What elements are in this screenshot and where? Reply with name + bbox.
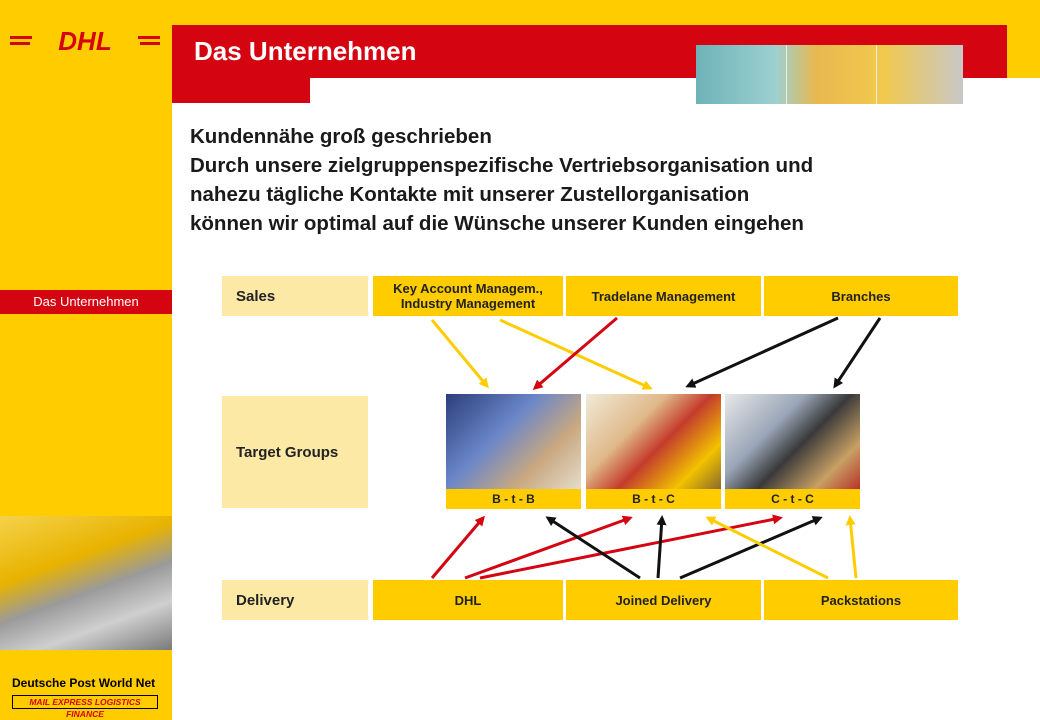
arrow-delivery-to-targets [480, 518, 780, 578]
arrow-sales-to-targets [688, 318, 838, 386]
row-label-target-groups: Target Groups [222, 396, 368, 508]
delivery-box-joined: Joined Delivery [566, 580, 761, 620]
row-label-sales: Sales [222, 276, 368, 316]
arrow-sales-to-targets [835, 318, 880, 386]
sales-box-key-account: Key Account Managem., Industry Management [373, 276, 563, 316]
row-label-delivery: Delivery [222, 580, 368, 620]
delivery-box-packstations: Packstations [764, 580, 958, 620]
sales-box-branches: Branches [764, 276, 958, 316]
footer-title: Deutsche Post World Net [12, 676, 156, 690]
nav-item-das-unternehmen[interactable]: Das Unternehmen [0, 290, 172, 314]
target-label: B - t - C [586, 489, 721, 509]
target-label: B - t - B [446, 489, 581, 509]
arrow-sales-to-targets [535, 318, 617, 388]
arrow-delivery-to-targets [465, 518, 630, 578]
delivery-box-dhl: DHL [373, 580, 563, 620]
heading-line: Durch unsere zielgruppenspezifische Vertriebsorganisation und [190, 154, 814, 177]
arrow-delivery-to-targets [658, 518, 662, 578]
heading-line: können wir optimal auf die Wünsche unserer Kunden eingehen [190, 212, 804, 235]
arrow-delivery-to-targets [432, 518, 483, 578]
arrow-delivery-to-targets [680, 518, 820, 578]
heading-line: Kundennähe groß geschrieben [190, 125, 492, 148]
page-title: Das Unternehmen [194, 36, 417, 66]
sales-box-tradelane: Tradelane Management [566, 276, 761, 316]
logo-lettering: DHL [58, 26, 112, 56]
arrow-sales-to-targets [432, 320, 487, 386]
footer-subtitle: MAIL EXPRESS LOGISTICS FINANCE [12, 695, 158, 709]
arrow-delivery-to-targets [708, 518, 828, 578]
heading-line: nahezu tägliche Kontakte mit unserer Zustellorganisation [190, 183, 750, 206]
target-label: C - t - C [725, 489, 860, 509]
arrow-delivery-to-targets [850, 518, 856, 578]
